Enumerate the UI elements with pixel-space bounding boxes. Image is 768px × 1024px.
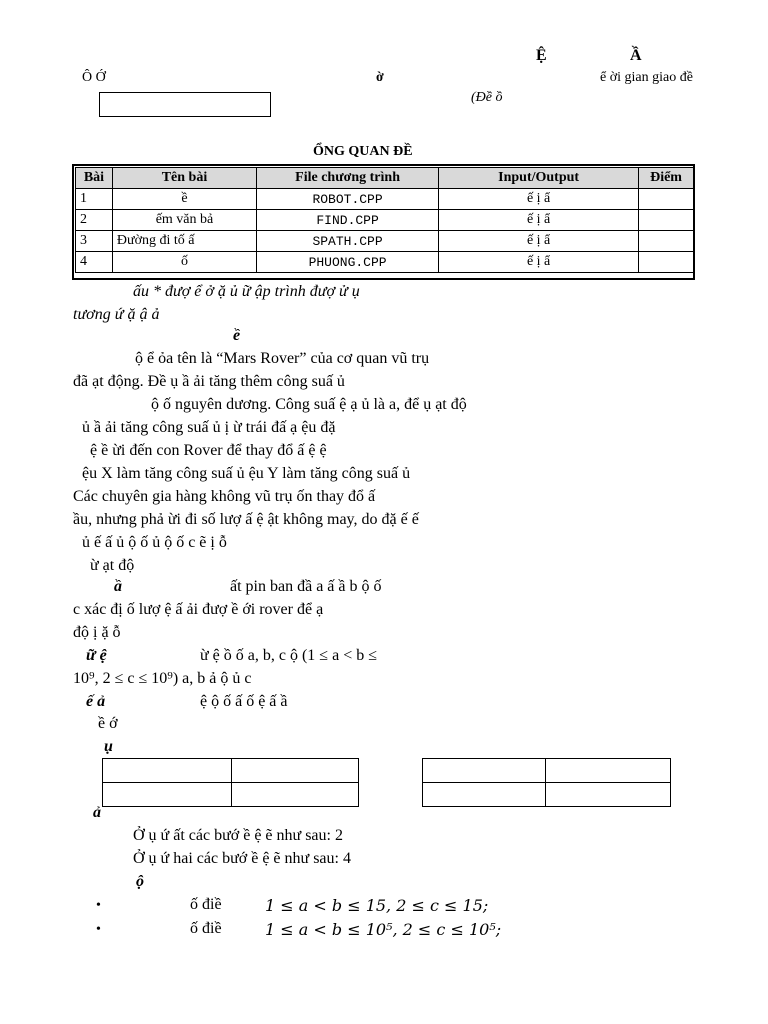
row-name: ố [112, 252, 256, 273]
col-score: Điểm [639, 168, 694, 189]
table-row [76, 231, 694, 252]
row-io: ế ị ẩ [439, 231, 639, 252]
constraint-math-1: 1 ≤ a < b ≤ 15, 2 ≤ c ≤ 15; [265, 896, 489, 915]
input-line-2: c xác đị ố lượ ệ ấ ải đượ ề ới rover để ạ [73, 601, 324, 618]
explain-line-2: Ở ụ ứ hai các bướ ề ệ ẽ như sau: 4 [133, 850, 351, 867]
data-line-1: ừ ệ ồ ố a, b, c ộ (1 ≤ a < b ≤ [200, 647, 377, 664]
example-cell [103, 759, 232, 783]
data-heading: ữ ệ [86, 647, 107, 664]
constraint-prefix-1: ố điề [190, 896, 222, 913]
col-file: File chương trình [257, 168, 439, 189]
row-io: ế ị ẩ [439, 189, 639, 210]
col-num: Bài [76, 168, 113, 189]
row-num: 1 [76, 189, 113, 210]
constraint-math-2: 1 ≤ a < b ≤ 10⁵, 2 ≤ c ≤ 10⁵; [265, 920, 502, 939]
header-note: (Đề ồ [471, 90, 503, 105]
row-name: ề [112, 189, 256, 210]
example-cell [232, 759, 359, 783]
header-center: ờ [376, 70, 384, 85]
row-num: 3 [76, 231, 113, 252]
explain-heading: ả [93, 804, 101, 821]
example-cell [423, 783, 546, 807]
table-row [76, 189, 694, 210]
row-name: Đường đi tố ấ [112, 231, 256, 252]
para-line-9: ủ ế ấ ủ ộ ố ủ ộ ố c ẽ ị ỗ [82, 534, 227, 551]
input-line-1: ất pin ban đầ a ấ ầ b ộ ố [230, 578, 382, 595]
row-io: ế ị ẩ [439, 210, 639, 231]
para-line-7: Các chuyên gia hàng không vũ trụ ốn thay đổ ấ [73, 488, 376, 505]
table-row [76, 252, 694, 273]
overview-title: ỔNG QUAN ĐỀ [313, 144, 413, 159]
row-score [639, 210, 694, 231]
constraint-prefix-2: ố điề [190, 920, 222, 937]
output-line-2: ề ớ [98, 715, 118, 732]
example-table-1 [102, 758, 359, 807]
para-line-1: ộ ể ỏa tên là “Mars Rover” của cơ quan vũ trụ [135, 350, 430, 367]
header-glyph-1: Ệ [536, 47, 547, 64]
row-file: SPATH.CPP [257, 231, 439, 252]
row-name: ếm văn bả [112, 210, 256, 231]
output-heading: ế ả [86, 693, 106, 710]
para-line-3: ộ ố nguyên dương. Công suấ ệ ạ ủ là a, để ụ ạt độ [151, 396, 467, 413]
problem-title: ề [233, 327, 241, 344]
row-num: 2 [76, 210, 113, 231]
col-name: Tên bài [112, 168, 256, 189]
example-table-2 [422, 758, 671, 807]
row-score [639, 252, 694, 273]
overview-table [75, 167, 694, 273]
row-file: FIND.CPP [257, 210, 439, 231]
col-io: Input/Output [439, 168, 639, 189]
row-num: 4 [76, 252, 113, 273]
example-cell [546, 783, 671, 807]
example-heading: ụ [104, 738, 113, 755]
candidate-box [99, 92, 271, 117]
example-cell [423, 759, 546, 783]
bullet-icon: • [96, 922, 101, 937]
para-line-8: ầu, nhưng phả ừi đi số lượ ấ ệ ật không may, do đặ ế ế [73, 511, 419, 528]
data-line-2: 10⁹, 2 ≤ c ≤ 10⁹) a, b ả ộ ủ c [73, 670, 252, 687]
para-line-4: ủ ầ ải tăng công suấ ủ ị ừ trái đấ ạ ệu đặ [82, 419, 336, 436]
para-line-5: ệ ề ừi đến con Rover để thay đổ ấ ệ ệ [90, 442, 327, 459]
input-heading: ầ [114, 578, 122, 595]
row-io: ế ị ẩ [439, 252, 639, 273]
explain-line-1: Ở ụ ứ ất các bướ ề ệ ẽ như sau: 2 [133, 827, 343, 844]
row-score [639, 231, 694, 252]
para-line-2: đã ạt động. Đề ụ ầ ải tăng thêm công suấ ủ [73, 373, 345, 390]
example-cell [232, 783, 359, 807]
constraint-heading: ộ [136, 873, 144, 890]
example-cell [103, 783, 232, 807]
row-score [639, 189, 694, 210]
header-time: ể ời gian giao đề [600, 70, 693, 85]
para-line-6: ệu X làm tăng công suấ ủ ệu Y làm tăng công suấ ủ [82, 465, 411, 482]
header-glyph-2: Ầ [630, 47, 642, 64]
output-line-1: ệ ộ ố ấ ố ệ ấ ầ [200, 693, 288, 710]
example-cell [546, 759, 671, 783]
table-header-row [76, 168, 694, 189]
para-line-10: ừ ạt độ [90, 557, 135, 574]
note-line-1: ấu * đượ ể ở ặ ủ ữ ập trình đượ ử ụ [133, 283, 360, 300]
bullet-icon: • [96, 898, 101, 913]
note-line-2: tương ứ ặ ậ ả [73, 306, 160, 323]
row-file: PHUONG.CPP [257, 252, 439, 273]
row-file: ROBOT.CPP [257, 189, 439, 210]
header-left: Ô Ớ [82, 70, 106, 85]
input-line-3: độ ị ặ ỗ [73, 624, 121, 641]
table-row [76, 210, 694, 231]
